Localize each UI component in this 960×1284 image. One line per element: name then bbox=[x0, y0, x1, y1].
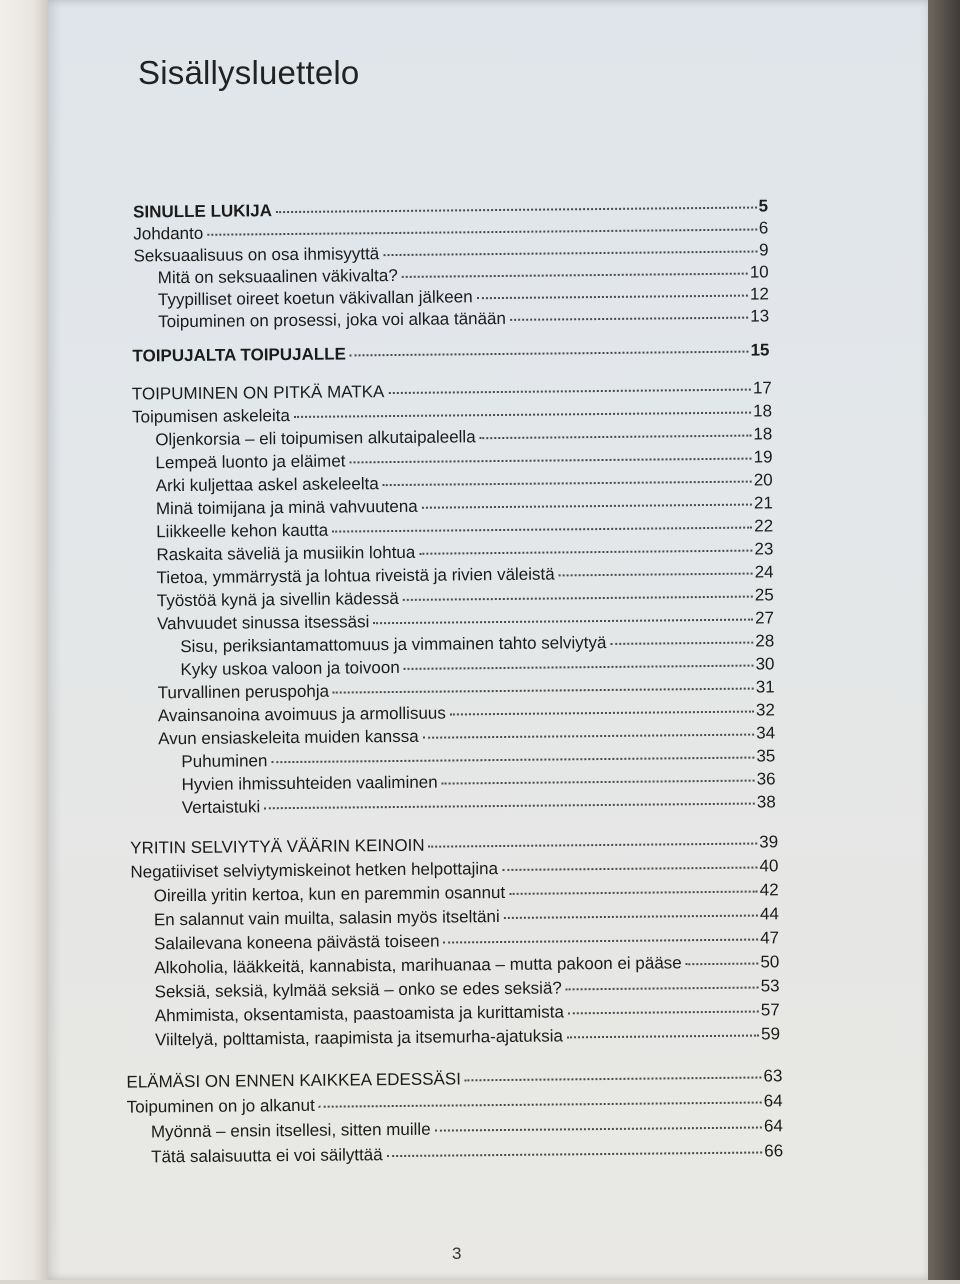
toc-entry-page: 27 bbox=[755, 608, 775, 628]
toc-entry-label: Tyypilliset oireet koetun väkivallan jälkeen bbox=[157, 287, 473, 310]
toc-entry-label: TOIPUMINEN ON PITKÄ MATKA bbox=[131, 382, 385, 404]
toc-leader-dots bbox=[319, 1101, 762, 1108]
toc-entry-label: Hyvien ihmissuhteiden vaaliminen bbox=[181, 772, 438, 795]
toc-entry-page: 10 bbox=[749, 262, 769, 282]
toc-entry-label: Työstöä kynä ja sivellin kädessä bbox=[156, 588, 399, 611]
toc-entry-page: 6 bbox=[758, 218, 769, 238]
toc-leader-dots bbox=[402, 272, 748, 278]
table-of-contents bbox=[46, 0, 942, 1284]
toc-leader-dots bbox=[388, 388, 751, 394]
toc-leader-dots bbox=[333, 687, 754, 694]
toc-entry-label: Kyky uskoa valoon ja toivoon bbox=[180, 657, 400, 680]
toc-entry-page: 57 bbox=[760, 1000, 780, 1020]
toc-entry-page: 64 bbox=[763, 1116, 783, 1136]
toc-entry-page: 35 bbox=[756, 746, 776, 766]
toc-leader-dots bbox=[207, 228, 757, 236]
toc-entry-page: 66 bbox=[764, 1141, 784, 1161]
toc-leader-dots bbox=[477, 294, 748, 300]
toc-entry-label: Ahmimista, oksentamista, paastoamista ja kurittamista bbox=[154, 1002, 564, 1026]
toc-entry-label: Lempeä luonto ja eläimet bbox=[155, 451, 346, 473]
toc-entry-page: 47 bbox=[760, 928, 780, 948]
toc-entry-label: Toipumisen askeleita bbox=[131, 406, 290, 427]
toc-entry-page: 59 bbox=[761, 1024, 781, 1044]
toc-entry-page: 38 bbox=[756, 792, 776, 812]
toc-entry-label: Turvallinen peruspohja bbox=[157, 681, 330, 703]
toc-leader-dots bbox=[294, 411, 751, 418]
toc-leader-dots bbox=[686, 962, 759, 966]
toc-entry-page: 25 bbox=[754, 585, 774, 605]
toc-entry-label: Vertaistuki bbox=[181, 797, 261, 818]
toc-entry-page: 31 bbox=[755, 677, 775, 697]
toc-entry-page: 42 bbox=[759, 880, 779, 900]
toc-entry-label: Tietoa, ymmärrystä ja lohtua riveistä ja rivien väleistä bbox=[156, 564, 555, 588]
toc-entry-page: 22 bbox=[754, 516, 774, 536]
toc-entry-label: YRITIN SELVIYTYÄ VÄÄRIN KEINOIN bbox=[130, 835, 425, 858]
toc-entry-page: 53 bbox=[760, 976, 780, 996]
toc-entry-page: 64 bbox=[763, 1091, 783, 1111]
toc-entry-page: 23 bbox=[754, 539, 774, 559]
toc-entry-page: 44 bbox=[759, 904, 779, 924]
toc-entry-page: 17 bbox=[752, 378, 772, 398]
toc-entry-page: 39 bbox=[759, 832, 779, 852]
toc-entry-label: Tätä salaisuutta ei voi säilyttää bbox=[151, 1145, 383, 1167]
toc-entry-page: 13 bbox=[750, 306, 770, 326]
toc-leader-dots bbox=[504, 914, 758, 919]
toc-entry-page: 32 bbox=[755, 700, 775, 720]
toc-entry bbox=[155, 999, 780, 1027]
toc-entry-label: Viiltelyä, polttamista, raapimista ja itsemurha-ajatuksia bbox=[154, 1026, 563, 1050]
toc-entry-label: Sisu, periksiantamattomuus ja vimmainen tahto selviytyä bbox=[180, 632, 607, 657]
toc-entry-label: Vahvuudet sinussa itsessäsi bbox=[156, 612, 370, 634]
toc-leader-dots bbox=[373, 618, 753, 625]
toc-entry-page: 21 bbox=[753, 493, 774, 513]
toc-entry-page: 50 bbox=[760, 952, 780, 972]
toc-entry-label: Puhuminen bbox=[181, 751, 268, 772]
toc-entry-label: Toipuminen on jo alkanut bbox=[126, 1095, 315, 1117]
toc-entry-label: Salailevana koneena päivästä toiseen bbox=[154, 931, 440, 954]
page-title: Sisällysluettelo bbox=[138, 54, 360, 91]
toc-leader-dots bbox=[350, 350, 749, 357]
toc-entry bbox=[151, 1140, 783, 1168]
page-number: 3 bbox=[452, 1244, 462, 1263]
toc-leader-dots bbox=[610, 641, 753, 645]
toc-leader-dots bbox=[349, 457, 751, 464]
toc-entry-label: Oireilla yritin kertoa, kun en paremmin osannut bbox=[153, 882, 506, 906]
toc-entry bbox=[154, 975, 779, 1003]
toc-leader-dots bbox=[403, 595, 753, 601]
toc-entry-label: Minä toimijana ja minä vahvuutena bbox=[155, 496, 418, 519]
toc-entry-label: Myönnä – ensin itsellesi, sitten muille bbox=[150, 1119, 431, 1142]
toc-leader-dots bbox=[480, 434, 752, 440]
toc-entry-page: 63 bbox=[763, 1066, 783, 1086]
toc-leader-dots bbox=[568, 1010, 759, 1015]
toc-leader-dots bbox=[276, 206, 757, 214]
toc-leader-dots bbox=[271, 756, 754, 764]
toc-entry-label: Toipuminen on prosessi, joka voi alkaa tänään bbox=[158, 308, 507, 332]
book-edge-shadow bbox=[928, 0, 960, 1280]
book-page bbox=[48, 0, 932, 1280]
toc-leader-dots bbox=[566, 986, 759, 991]
toc-entry-label: Seksuaalisuus on osa ihmisyyttä bbox=[133, 244, 380, 266]
toc-leader-dots bbox=[422, 503, 752, 509]
toc-entry-page: 12 bbox=[749, 284, 770, 304]
toc-entry-label: TOIPUJALTA TOIPUJALLE bbox=[132, 344, 347, 366]
toc-entry-label: Mitä on seksuaalinen väkivalta? bbox=[157, 265, 398, 288]
toc-leader-dots bbox=[442, 779, 755, 785]
toc-entry-label: Arki kuljettaa askel askeleelta bbox=[155, 474, 379, 496]
toc-leader-dots bbox=[435, 1126, 762, 1132]
toc-entry bbox=[154, 951, 779, 979]
toc-entry bbox=[155, 1023, 780, 1051]
toc-entry-page: 19 bbox=[753, 447, 773, 467]
toc-leader-dots bbox=[465, 1076, 762, 1082]
toc-entry-page: 20 bbox=[753, 470, 773, 490]
toc-leader-dots bbox=[383, 250, 757, 257]
toc-entry bbox=[182, 791, 776, 819]
toc-entry-page: 5 bbox=[758, 196, 769, 216]
toc-leader-dots bbox=[444, 938, 759, 944]
toc-entry-page: 9 bbox=[758, 240, 769, 260]
toc-entry-page: 18 bbox=[753, 401, 773, 421]
toc-entry-label: Seksiä, seksiä, kylmää seksiä – onko se edes seksiä? bbox=[154, 978, 562, 1002]
toc-leader-dots bbox=[387, 1151, 763, 1158]
toc-leader-dots bbox=[264, 802, 755, 810]
toc-entry-label: Liikkeelle kehon kautta bbox=[156, 520, 329, 542]
toc-entry-part bbox=[126, 1065, 782, 1093]
toc-entry-label: Avainsanoina avoimuus ja armollisuus bbox=[157, 703, 446, 726]
toc-entry-label: Oljenkorsia – eli toipumisen alkutaipaleella bbox=[155, 427, 476, 450]
toc-leader-dots bbox=[450, 710, 754, 716]
toc-entry-part bbox=[132, 339, 769, 367]
toc-entry bbox=[154, 927, 779, 955]
toc-entry-label: SINULLE LUKIJA bbox=[133, 201, 273, 222]
previous-page-edge bbox=[0, 0, 48, 1280]
toc-entry bbox=[127, 1090, 783, 1118]
toc-leader-dots bbox=[404, 664, 754, 670]
toc-leader-dots bbox=[509, 890, 758, 895]
toc-entry-page: 28 bbox=[755, 631, 775, 651]
toc-leader-dots bbox=[559, 572, 753, 577]
toc-entry-page: 18 bbox=[753, 424, 773, 444]
toc-entry-label: Avun ensiaskeleita muiden kanssa bbox=[158, 726, 419, 749]
toc-entry bbox=[154, 879, 779, 907]
toc-leader-dots bbox=[429, 842, 758, 848]
toc-entry-page: 15 bbox=[750, 340, 770, 360]
toc-entry-page: 30 bbox=[755, 654, 775, 674]
toc-entry-page: 34 bbox=[756, 723, 776, 743]
toc-entry bbox=[158, 305, 769, 333]
toc-entry-label: Alkoholia, lääkkeitä, kannabista, marihuanaa – mutta pakoon ei pääse bbox=[154, 953, 682, 978]
toc-leader-dots bbox=[510, 316, 748, 321]
toc-entry bbox=[154, 903, 779, 931]
toc-entry-label: Johdanto bbox=[133, 223, 204, 244]
toc-entry-label: ELÄMÄSI ON ENNEN KAIKKEA EDESSÄSI bbox=[126, 1069, 461, 1092]
toc-leader-dots bbox=[567, 1034, 759, 1039]
toc-entry-page: 24 bbox=[754, 562, 774, 582]
toc-leader-dots bbox=[423, 733, 755, 739]
toc-leader-dots bbox=[502, 866, 758, 871]
toc-leader-dots bbox=[419, 549, 752, 555]
toc-entry-page: 40 bbox=[759, 856, 779, 876]
toc-entry-label: Negatiiviset selviytymiskeinot hetken helpottajina bbox=[130, 859, 499, 882]
toc-entry-page: 36 bbox=[756, 769, 776, 789]
toc-entry-label: Raskaita säveliä ja musiikin lohtua bbox=[156, 542, 416, 565]
toc-entry bbox=[151, 1115, 783, 1143]
toc-entry-label: En salannut vain muilta, salasin myös itseltäni bbox=[153, 907, 500, 930]
toc-leader-dots bbox=[383, 480, 752, 487]
toc-leader-dots bbox=[332, 526, 752, 533]
